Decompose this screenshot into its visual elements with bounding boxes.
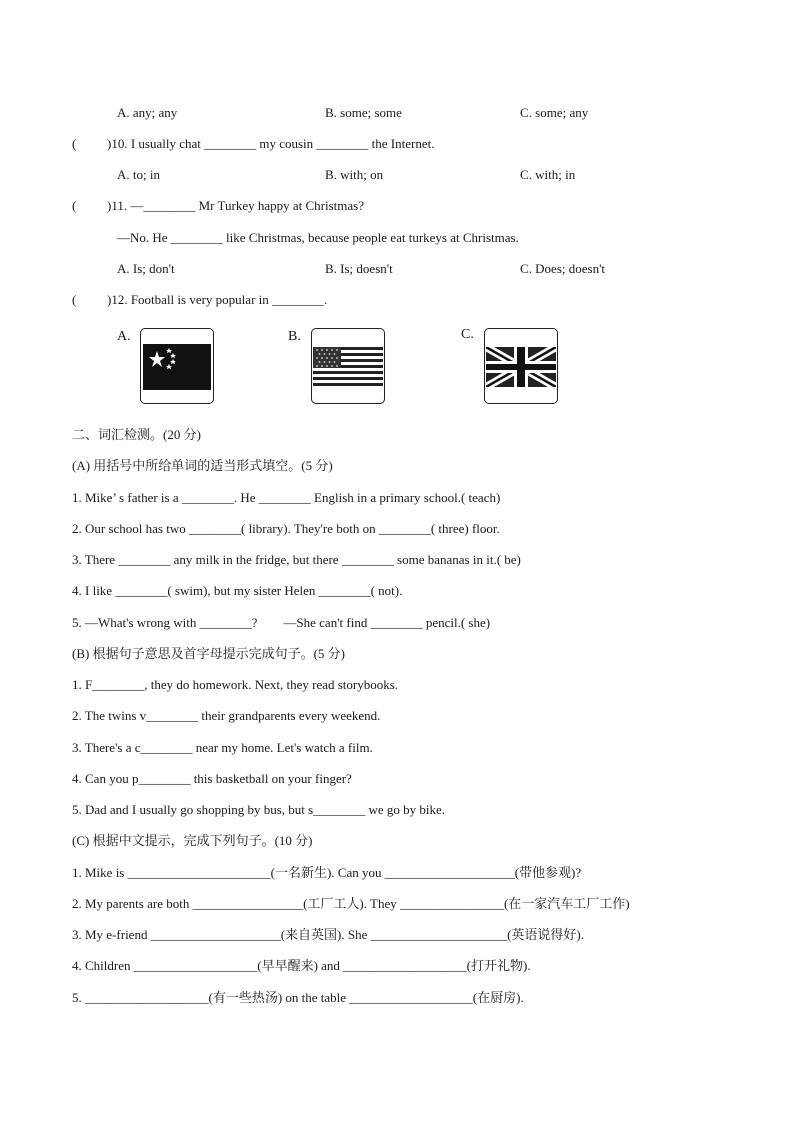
q9-option-b: B. some; some [325,105,402,120]
china-flag-icon [143,344,211,390]
q10-answer-paren: ( [72,136,77,151]
q12-option-a-letter: A. [117,329,131,344]
q9-option-c: C. some; any [520,105,589,120]
partB-item-3: 3. There's a c________ near my home. Let's watch a film. [72,740,373,755]
usa-flag-icon [313,347,383,387]
q9-option-a: A. any; any [117,105,178,120]
q11-answer-paren: ( [72,198,77,213]
q12-answer-paren: ( [72,292,77,307]
section2-title: 二、词汇检测。(20 分) [72,427,201,442]
q10-option-c: C. with; in [520,167,576,182]
partC-item-4: 4. Children ___________________(早早醒来) and ___________________(打开礼物). [72,958,531,973]
q11-reply: —No. He ________ like Christmas, because people eat turkeys at Christmas. [117,230,519,245]
q12-option-c-letter: C. [461,327,474,342]
partA-title: (A) 用括号中所给单词的适当形式填空。(5 分) [72,458,333,473]
q12-option-b-letter: B. [288,329,301,344]
q11-option-c: C. Does; doesn't [520,261,606,276]
q12-option-c-card [484,328,558,404]
partC-item-3: 3. My e-friend ____________________(来自英国). She _____________________(英语说得好). [72,927,585,942]
q10-option-a: A. to; in [117,167,160,182]
partA-item-5: 5. —What's wrong with ________? —She can't find ________ pencil.( she) [72,615,491,630]
partA-item-4: 4. I like ________( swim), but my sister Helen ________( not). [72,583,403,598]
partB-item-1: 1. F________, they do homework. Next, they read storybooks. [72,677,399,692]
partC-title: (C) 根据中文提示，完成下列句子。(10 分) [72,833,313,848]
partB-item-5: 5. Dad and I usually go shopping by bus, but s________ we go by bike. [72,802,446,817]
partC-item-2: 2. My parents are both _________________(工厂工人). They ________________(在一家汽车工厂工作) [72,896,630,911]
partB-item-4: 4. Can you p________ this basketball on your finger? [72,771,352,786]
q12-option-b-card [311,328,385,404]
partB-item-2: 2. The twins v________ their grandparents every weekend. [72,708,381,723]
partC-item-1: 1. Mike is ______________________(一名新生). Can you ____________________(带他参观)? [72,865,582,880]
partC-item-5: 5. ___________________(有一些热汤) on the table ___________________(在厨房). [72,990,524,1005]
partA-item-1: 1. Mike’ s father is a ________. He ________ English in a primary school.( teach) [72,490,501,505]
q12-option-a-card [140,328,214,404]
partA-item-3: 3. There ________ any milk in the fridge, but there ________ some bananas in it.( be) [72,552,521,567]
q11-option-a: A. Is; don't [117,261,175,276]
q11-option-b: B. Is; doesn't [325,261,393,276]
uk-flag-icon [486,347,556,387]
partB-title: (B) 根据句子意思及首字母提示完成句子。(5 分) [72,646,345,661]
q10-option-b: B. with; on [325,167,384,182]
q11-question: )11. —________ Mr Turkey happy at Christmas? [107,198,364,213]
partA-item-2: 2. Our school has two ________( library). They're both on ________( three) floor. [72,521,500,536]
q10-question: )10. I usually chat ________ my cousin ________ the Internet. [107,136,435,151]
q12-question: )12. Football is very popular in ________. [107,292,328,307]
